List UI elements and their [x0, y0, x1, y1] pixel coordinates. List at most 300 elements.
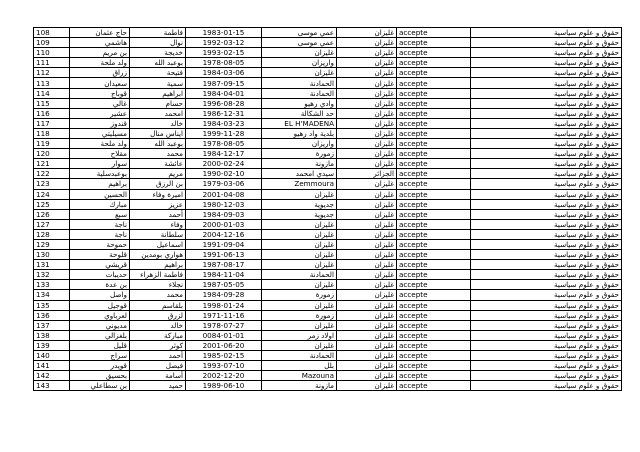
first-name-cell: عزيز	[130, 199, 186, 209]
table-row	[34, 290, 622, 300]
row-number-cell: 122	[34, 169, 70, 179]
last-name-cell: ولد ملحة	[70, 58, 130, 68]
last-name-cell: عشير	[70, 108, 130, 118]
birth-date-cell: 1984-03-23	[186, 118, 262, 128]
row-number-cell: 143	[34, 381, 70, 391]
state-cell: غليزان	[337, 209, 397, 219]
status-cell: accepte	[397, 128, 471, 138]
state-cell: غليزان	[337, 179, 397, 189]
first-name-cell: بوعبد الله	[130, 58, 186, 68]
birth-date-cell: 1984-04-01	[186, 88, 262, 98]
table-row	[34, 88, 622, 98]
field-cell: حقوق و علوم سياسية	[471, 320, 622, 330]
field-cell: حقوق و علوم سياسية	[471, 139, 622, 149]
field-cell: حقوق و علوم سياسية	[471, 290, 622, 300]
table-row	[34, 189, 622, 199]
birth-place-cell: عمي موسى	[262, 28, 337, 38]
table-row	[34, 169, 622, 179]
state-cell: غليزان	[337, 189, 397, 199]
row-number-cell: 134	[34, 290, 70, 300]
last-name-cell: بوعبدسلية	[70, 169, 130, 179]
table-row	[34, 219, 622, 229]
field-cell: حقوق و علوم سياسية	[471, 300, 622, 310]
birth-place-cell: عمي موسى	[262, 38, 337, 48]
table-row	[34, 68, 622, 78]
state-cell: غليزان	[337, 199, 397, 209]
table-row	[34, 381, 622, 391]
birth-place-cell: جديوية	[262, 199, 337, 209]
last-name-cell: مسيليتي	[70, 128, 130, 138]
first-name-cell: ايناس منال	[130, 128, 186, 138]
last-name-cell: بحسيق	[70, 371, 130, 381]
birth-date-cell: 1993-07-10	[186, 361, 262, 371]
birth-place-cell: غليزان	[262, 229, 337, 239]
state-cell: غليزان	[337, 68, 397, 78]
birth-place-cell: غليزان	[262, 280, 337, 290]
row-number-cell: 109	[34, 38, 70, 48]
status-cell: accepte	[397, 139, 471, 149]
first-name-cell: لزرق	[130, 310, 186, 320]
status-cell: accepte	[397, 219, 471, 229]
row-number-cell: 139	[34, 340, 70, 350]
first-name-cell: محمد	[130, 149, 186, 159]
state-cell: غليزان	[337, 340, 397, 350]
state-cell: غليزان	[337, 381, 397, 391]
field-cell: حقوق و علوم سياسية	[471, 381, 622, 391]
last-name-cell: سبع	[70, 209, 130, 219]
status-cell: accepte	[397, 98, 471, 108]
first-name-cell: اميرة وفاء	[130, 189, 186, 199]
birth-place-cell: الحمادنة	[262, 270, 337, 280]
first-name-cell: فتيحة	[130, 68, 186, 78]
first-name-cell: أسامة	[130, 371, 186, 381]
birth-place-cell: الحمادنة	[262, 78, 337, 88]
birth-date-cell: 1991-09-04	[186, 239, 262, 249]
state-cell: غليزان	[337, 159, 397, 169]
birth-place-cell: مازونة	[262, 381, 337, 391]
first-name-cell: خالد	[130, 118, 186, 128]
birth-place-cell: الحمادنة	[262, 351, 337, 361]
last-name-cell: بن عدة	[70, 280, 130, 290]
birth-place-cell: غليزان	[262, 340, 337, 350]
last-name-cell: بلغزالي	[70, 330, 130, 340]
last-name-cell: بن مريم	[70, 48, 130, 58]
birth-date-cell: 1998-01-24	[186, 300, 262, 310]
row-number-cell: 141	[34, 361, 70, 371]
birth-date-cell: 1987-09-15	[186, 78, 262, 88]
birth-date-cell: 1984-03-06	[186, 68, 262, 78]
status-cell: accepte	[397, 118, 471, 128]
state-cell: غليزان	[337, 98, 397, 108]
status-cell: accepte	[397, 260, 471, 270]
field-cell: حقوق و علوم سياسية	[471, 340, 622, 350]
row-number-cell: 140	[34, 351, 70, 361]
status-cell: accepte	[397, 300, 471, 310]
row-number-cell: 108	[34, 28, 70, 38]
state-cell: غليزان	[337, 300, 397, 310]
birth-date-cell: 1978-07-27	[186, 320, 262, 330]
status-cell: accepte	[397, 108, 471, 118]
row-number-cell: 110	[34, 48, 70, 58]
last-name-cell: سعيدان	[70, 78, 130, 88]
row-number-cell: 120	[34, 149, 70, 159]
first-name-cell: نوال	[130, 38, 186, 48]
birth-place-cell: زمورة	[262, 149, 337, 159]
last-name-cell: ناجة	[70, 219, 130, 229]
table-row	[34, 280, 622, 290]
row-number-cell: 119	[34, 139, 70, 149]
birth-date-cell: 1991-06-13	[186, 250, 262, 260]
birth-place-cell: EL H'MADENA	[262, 118, 337, 128]
field-cell: حقوق و علوم سياسية	[471, 239, 622, 249]
state-cell: غليزان	[337, 250, 397, 260]
birth-place-cell: غليزان	[262, 189, 337, 199]
first-name-cell: عائشة	[130, 159, 186, 169]
status-cell: accepte	[397, 179, 471, 189]
last-name-cell: حديبات	[70, 270, 130, 280]
field-cell: حقوق و علوم سياسية	[471, 270, 622, 280]
first-name-cell: بوعبد الله	[130, 139, 186, 149]
birth-place-cell: غليزان	[262, 48, 337, 58]
birth-date-cell: 2000-02-24	[186, 159, 262, 169]
first-name-cell: أحمد	[130, 209, 186, 219]
first-name-cell: مريم	[130, 169, 186, 179]
birth-date-cell: 1984-09-28	[186, 290, 262, 300]
state-cell: غليزان	[337, 270, 397, 280]
status-cell: accepte	[397, 209, 471, 219]
first-name-cell: فاطمة	[130, 28, 186, 38]
row-number-cell: 129	[34, 239, 70, 249]
table-row	[34, 149, 622, 159]
field-cell: حقوق و علوم سياسية	[471, 179, 622, 189]
status-cell: accepte	[397, 38, 471, 48]
row-number-cell: 133	[34, 280, 70, 290]
row-number-cell: 127	[34, 219, 70, 229]
table-row	[34, 371, 622, 381]
table-row	[34, 128, 622, 138]
last-name-cell: حموحة	[70, 239, 130, 249]
birth-date-cell: 1984-12-17	[186, 149, 262, 159]
first-name-cell: حميد	[130, 381, 186, 391]
last-name-cell: سوار	[70, 159, 130, 169]
birth-place-cell: غليزان	[262, 300, 337, 310]
birth-date-cell: 1978-08-05	[186, 139, 262, 149]
last-name-cell: ناجة	[70, 229, 130, 239]
status-cell: accepte	[397, 199, 471, 209]
last-name-cell: الحسين	[70, 189, 130, 199]
status-cell: accepte	[397, 68, 471, 78]
row-number-cell: 124	[34, 189, 70, 199]
first-name-cell: اسماعيل	[130, 239, 186, 249]
last-name-cell: قندوز	[70, 118, 130, 128]
row-number-cell: 113	[34, 78, 70, 88]
field-cell: حقوق و علوم سياسية	[471, 260, 622, 270]
field-cell: حقوق و علوم سياسية	[471, 219, 622, 229]
status-cell: accepte	[397, 88, 471, 98]
birth-date-cell: 1986-12-31	[186, 108, 262, 118]
birth-place-cell: بلل	[262, 361, 337, 371]
birth-date-cell: 2004-12-16	[186, 229, 262, 239]
row-number-cell: 126	[34, 209, 70, 219]
table-row	[34, 229, 622, 239]
field-cell: حقوق و علوم سياسية	[471, 229, 622, 239]
first-name-cell: خديجة	[130, 48, 186, 58]
table-row	[34, 48, 622, 58]
table-row	[34, 98, 622, 108]
birth-place-cell: بلدية واد رهيو	[262, 128, 337, 138]
state-cell: الجزائر	[337, 169, 397, 179]
first-name-cell: ابراهيم	[130, 88, 186, 98]
table-row	[34, 320, 622, 330]
birth-date-cell: 1999-11-28	[186, 128, 262, 138]
first-name-cell: مباركة	[130, 330, 186, 340]
state-cell: غليزان	[337, 118, 397, 128]
table-row	[34, 28, 622, 38]
field-cell: حقوق و علوم سياسية	[471, 118, 622, 128]
row-number-cell: 128	[34, 229, 70, 239]
first-name-cell: فاطمة الزهراء	[130, 270, 186, 280]
field-cell: حقوق و علوم سياسية	[471, 68, 622, 78]
table-row	[34, 310, 622, 320]
field-cell: حقوق و علوم سياسية	[471, 98, 622, 108]
table-body	[34, 28, 622, 391]
last-name-cell: لعرباوي	[70, 310, 130, 320]
field-cell: حقوق و علوم سياسية	[471, 88, 622, 98]
status-cell: accepte	[397, 169, 471, 179]
birth-date-cell: 1987-05-05	[186, 280, 262, 290]
birth-place-cell: جديوية	[262, 209, 337, 219]
row-number-cell: 131	[34, 260, 70, 270]
table-row	[34, 179, 622, 189]
row-number-cell: 111	[34, 58, 70, 68]
state-cell: غليزان	[337, 139, 397, 149]
birth-place-cell: زمورة	[262, 310, 337, 320]
state-cell: غليزان	[337, 320, 397, 330]
birth-place-cell: غليزان	[262, 260, 337, 270]
birth-place-cell: غليزان	[262, 219, 337, 229]
state-cell: غليزان	[337, 78, 397, 88]
field-cell: حقوق و علوم سياسية	[471, 38, 622, 48]
status-cell: accepte	[397, 28, 471, 38]
state-cell: غليزان	[337, 371, 397, 381]
row-number-cell: 142	[34, 371, 70, 381]
birth-date-cell: 0084-01-01	[186, 330, 262, 340]
applicants-table	[33, 27, 622, 391]
first-name-cell: نجلاء	[130, 280, 186, 290]
field-cell: حقوق و علوم سياسية	[471, 149, 622, 159]
status-cell: accepte	[397, 270, 471, 280]
row-number-cell: 125	[34, 199, 70, 209]
birth-date-cell: 1989-06-10	[186, 381, 262, 391]
row-number-cell: 138	[34, 330, 70, 340]
field-cell: حقوق و علوم سياسية	[471, 189, 622, 199]
row-number-cell: 116	[34, 108, 70, 118]
last-name-cell: هاشمي	[70, 38, 130, 48]
status-cell: accepte	[397, 371, 471, 381]
birth-date-cell: 1980-12-03	[186, 199, 262, 209]
birth-place-cell: مازونة	[262, 159, 337, 169]
birth-place-cell: Mazouna	[262, 371, 337, 381]
first-name-cell: حسام	[130, 98, 186, 108]
row-number-cell: 121	[34, 159, 70, 169]
birth-date-cell: 2002-12-20	[186, 371, 262, 381]
last-name-cell: قوجيل	[70, 300, 130, 310]
birth-date-cell: 1979-03-06	[186, 179, 262, 189]
field-cell: حقوق و علوم سياسية	[471, 351, 622, 361]
birth-date-cell: 1992-03-12	[186, 38, 262, 48]
table-row	[34, 78, 622, 88]
row-number-cell: 136	[34, 310, 70, 320]
first-name-cell: بلقاسم	[130, 300, 186, 310]
birth-place-cell: الحمادنة	[262, 88, 337, 98]
last-name-cell: مقلاح	[70, 149, 130, 159]
field-cell: حقوق و علوم سياسية	[471, 28, 622, 38]
row-number-cell: 123	[34, 179, 70, 189]
field-cell: حقوق و علوم سياسية	[471, 310, 622, 320]
last-name-cell: غالي	[70, 98, 130, 108]
birth-date-cell: 2001-06-20	[186, 340, 262, 350]
status-cell: accepte	[397, 280, 471, 290]
status-cell: accepte	[397, 351, 471, 361]
first-name-cell: أحمد	[130, 351, 186, 361]
state-cell: غليزان	[337, 361, 397, 371]
first-name-cell: خالد	[130, 320, 186, 330]
birth-place-cell: غليزان	[262, 250, 337, 260]
status-cell: accepte	[397, 159, 471, 169]
birth-place-cell: حد الشكالة	[262, 108, 337, 118]
status-cell: accepte	[397, 78, 471, 88]
state-cell: غليزان	[337, 219, 397, 229]
table-row	[34, 58, 622, 68]
first-name-cell: وفاء	[130, 219, 186, 229]
state-cell: غليزان	[337, 128, 397, 138]
birth-date-cell: 2001-04-08	[186, 189, 262, 199]
birth-date-cell: 1987-08-17	[186, 260, 262, 270]
table-row	[34, 260, 622, 270]
row-number-cell: 130	[34, 250, 70, 260]
birth-place-cell: واريزان	[262, 139, 337, 149]
table-row	[34, 270, 622, 280]
field-cell: حقوق و علوم سياسية	[471, 48, 622, 58]
state-cell: غليزان	[337, 149, 397, 159]
field-cell: حقوق و علوم سياسية	[471, 250, 622, 260]
birth-place-cell: سيدي امحمد	[262, 169, 337, 179]
first-name-cell: سلطانة	[130, 229, 186, 239]
birth-date-cell: 1978-08-05	[186, 58, 262, 68]
last-name-cell: زراق	[70, 68, 130, 78]
last-name-cell: قوباج	[70, 88, 130, 98]
state-cell: غليزان	[337, 108, 397, 118]
state-cell: غليزان	[337, 88, 397, 98]
field-cell: حقوق و علوم سياسية	[471, 280, 622, 290]
state-cell: غليزان	[337, 58, 397, 68]
last-name-cell: سراج	[70, 351, 130, 361]
row-number-cell: 137	[34, 320, 70, 330]
birth-place-cell: Zemmoura	[262, 179, 337, 189]
last-name-cell: قويدر	[70, 361, 130, 371]
state-cell: غليزان	[337, 239, 397, 249]
birth-date-cell: 1993-02-15	[186, 48, 262, 58]
status-cell: accepte	[397, 381, 471, 391]
table-row	[34, 108, 622, 118]
table-row	[34, 139, 622, 149]
first-name-cell: امحمد	[130, 108, 186, 118]
last-name-cell: قلوحة	[70, 250, 130, 260]
field-cell: حقوق و علوم سياسية	[471, 108, 622, 118]
table-row	[34, 239, 622, 249]
birth-place-cell: غليزان	[262, 68, 337, 78]
status-cell: accepte	[397, 290, 471, 300]
state-cell: غليزان	[337, 290, 397, 300]
first-name-cell: براهيم	[130, 260, 186, 270]
table-row	[34, 118, 622, 128]
status-cell: accepte	[397, 48, 471, 58]
first-name-cell: كوثر	[130, 340, 186, 350]
row-number-cell: 132	[34, 270, 70, 280]
state-cell: غليزان	[337, 48, 397, 58]
birth-place-cell: زمورة	[262, 290, 337, 300]
last-name-cell: حاج عثمان	[70, 28, 130, 38]
state-cell: غليزان	[337, 229, 397, 239]
table-row	[34, 159, 622, 169]
birth-date-cell: 1983-01-15	[186, 28, 262, 38]
field-cell: حقوق و علوم سياسية	[471, 199, 622, 209]
status-cell: accepte	[397, 149, 471, 159]
table-row	[34, 199, 622, 209]
table-row	[34, 300, 622, 310]
table-row	[34, 351, 622, 361]
first-name-cell: محمد	[130, 290, 186, 300]
row-number-cell: 118	[34, 128, 70, 138]
row-number-cell: 117	[34, 118, 70, 128]
birth-date-cell: 1990-02-10	[186, 169, 262, 179]
first-name-cell: سمية	[130, 78, 186, 88]
last-name-cell: براهيم	[70, 179, 130, 189]
birth-date-cell: 1984-11-04	[186, 270, 262, 280]
status-cell: accepte	[397, 250, 471, 260]
birth-place-cell: وادي رهيو	[262, 98, 337, 108]
field-cell: حقوق و علوم سياسية	[471, 330, 622, 340]
first-name-cell: هواري بومدين	[130, 250, 186, 260]
field-cell: حقوق و علوم سياسية	[471, 361, 622, 371]
field-cell: حقوق و علوم سياسية	[471, 128, 622, 138]
birth-place-cell: واريزان	[262, 58, 337, 68]
status-cell: accepte	[397, 340, 471, 350]
state-cell: غليزان	[337, 28, 397, 38]
table-row	[34, 361, 622, 371]
row-number-cell: 135	[34, 300, 70, 310]
field-cell: حقوق و علوم سياسية	[471, 209, 622, 219]
table-row	[34, 209, 622, 219]
last-name-cell: مبارك	[70, 199, 130, 209]
birth-place-cell: اولاد زمر	[262, 330, 337, 340]
birth-place-cell: غليزان	[262, 320, 337, 330]
state-cell: غليزان	[337, 330, 397, 340]
birth-date-cell: 1984-09-03	[186, 209, 262, 219]
birth-date-cell: 1985-02-15	[186, 351, 262, 361]
table-row	[34, 340, 622, 350]
field-cell: حقوق و علوم سياسية	[471, 371, 622, 381]
row-number-cell: 112	[34, 68, 70, 78]
field-cell: حقوق و علوم سياسية	[471, 78, 622, 88]
first-name-cell: بن الرزق	[130, 179, 186, 189]
last-name-cell: قريشي	[70, 260, 130, 270]
status-cell: accepte	[397, 239, 471, 249]
last-name-cell: بن سطاعلي	[70, 381, 130, 391]
status-cell: accepte	[397, 229, 471, 239]
status-cell: accepte	[397, 320, 471, 330]
field-cell: حقوق و علوم سياسية	[471, 58, 622, 68]
